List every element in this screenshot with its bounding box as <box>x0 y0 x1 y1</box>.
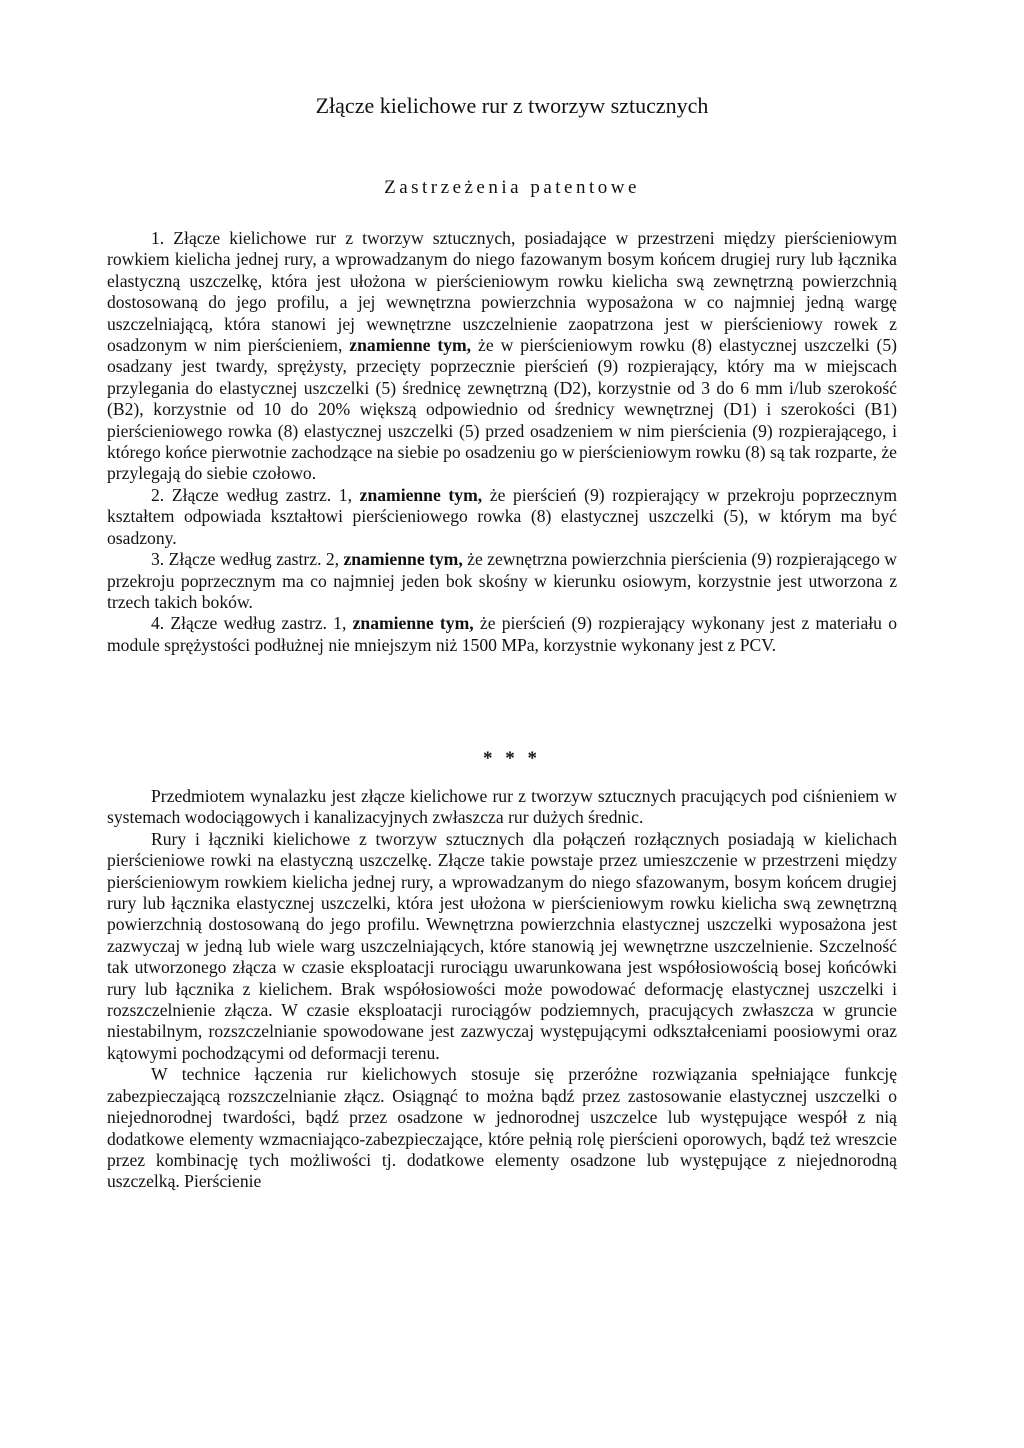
section-separator: * * * <box>483 748 541 769</box>
claim-emphasis: znamienne tym, <box>349 335 472 356</box>
claims-section <box>107 228 897 656</box>
claim-text: 2. Złącze według zastrz. 1, <box>151 484 353 505</box>
claim-text: 4. Złącze według zastrz. 1, <box>151 613 347 634</box>
description-section <box>107 786 897 1193</box>
claim-text: że pierścień (9) rozpierający wykonany jest z materiału o module sprężystości podłużnej nie mniejszym niż 1500 MPa, korzystnie wykonany jest z PCV. <box>107 613 897 655</box>
description-paragraph: W technice łączenia rur kielichowych stosuje się przeróżne rozwiązania spełniające funkcję zabezpieczającą rozszczelnianie złącz. Osiągnąć to można bądź przez zastosowanie elastycznej uszczelki o niejednorodnej twardości, bądź przez osadzone w jednorodnej uszczelce lub występujące wespół z nią dodatkowe elementy wzmacniająco-zabezpieczające, które pełnią rolę pierścieni oporowych, bądź też wreszcie przez kombinację tych możliwości tj. dodatkowe elementy osadzone lub występujące z niejednorodną uszczelką. Pierścienie <box>107 1064 897 1192</box>
claim-paragraph <box>107 549 897 613</box>
document-title: Złącze kielichowe rur z tworzyw sztucznych <box>315 93 709 118</box>
claim-paragraph <box>107 485 897 549</box>
description-paragraph: Rury i łączniki kielichowe z tworzyw sztucznych dla połączeń rozłącznych posiadają w kielichach pierścieniowe rowki na elastyczną uszczelkę. Złącze takie powstaje przez umieszczenie w przestrzeni między pierścieniowym rowkiem kielicha jednej rury, a wprowadzanym do niego sfazowanym, bosym końcem drugiej rury lub łącznika elastycznej uszczelki, która jest ułożona w pierścieniowym rowku kielicha swą zewnętrzną powierzchnią dostosowaną do jego profilu. Wewnętrzna powierzchnia elastycznej uszczelki wyposażona jest zazwyczaj w jedną lub wiele warg uszczelniających, które stanowią jej wewnętrzne uszczelnienie. Szczelność tak utworzonego złącza w czasie eksploatacji rurociągu uwarunkowana jest współosiowością bosej końcówki rury lub łącznika z kielichem. Brak współosiowości może powodować deformację elastycznej uszczelki i rozszczelnienie złącza. W czasie eksploatacji rurociągów podziemnych, pracujących zwłaszcza w gruncie niestabilnym, rozszczelnianie spowodowane jest zazwyczaj występującymi odkształceniami poosiowymi oraz kątowymi pochodzącymi od deformacji terenu. <box>107 828 897 1063</box>
claim-paragraph <box>107 228 897 485</box>
claim-text: że zewnętrzna powierzchnia pierścienia (9) rozpierającego w przekroju poprzecznym ma co najmniej jeden bok skośny w kierunku osiowym, korzystnie jest utworzona z trzech takich boków. <box>107 549 897 612</box>
description-paragraph: Przedmiotem wynalazku jest złącze kielichowe rur z tworzyw sztucznych pracujących pod ciśnieniem w systemach wodociągowych i kanalizacyjnych zwłaszcza rur dużych średnic. <box>107 786 897 828</box>
claim-text: 3. Złącze według zastrz. 2, <box>151 549 340 570</box>
section-heading-claims: Zastrzeżenia patentowe <box>384 177 640 198</box>
claim-emphasis: znamienne tym, <box>359 484 483 505</box>
claim-paragraph <box>107 613 897 656</box>
claim-text: że w pierścieniowym rowku (8) elastycznej uszczelki (5) osadzany jest twardy, sprężysty, przecięty poprzecznie pierścień (9) rozpierający, który ma w miejscach przylegania do elastycznej uszczelki (5) średnicę zewnętrzną (D2), korzystnie od 3 do 6 mm i/lub szerokość (B2), korzystnie od 10 do 20% większą odpowiednio od średnicy wewnętrznej (D1) i szerokości (B1) pierścieniowego rowka (8) elastycznej uszczelki (5) przed osadzeniem w nim pierścienia (9) rozpierającego, i którego końce pierwotnie zachodzące na siebie po osadzeniu go w pierścieniowym rowku (8) są tak rozparte, że przylegają do siebie czołowo. <box>107 335 897 484</box>
claim-text: 1. Złącze kielichowe rur z tworzyw sztucznych, posiadające w przestrzeni między pierścieniowym rowkiem kielicha jednej rury, a wprowadzanym do niego fazowanym bosym końcem drugiej rury lub łącznika elastyczną uszczelkę, która jest ułożona w pierścieniowym rowku kielicha swą zewnętrzną powierzchnią dostosowaną do jego profilu, a jej wewnętrzna powierzchnia wyposażona w co najmniej jedną wargę uszczelniającą, która stanowi jej wewnętrzne uszczelnienie zaopatrzona jest w pierścieniowy rowek z osadzonym w nim pierścieniem, <box>107 228 897 356</box>
claim-text: że pierścień (9) rozpierający w przekroju poprzecznym kształtem odpowiada kształtowi pierścieniowego rowka (8) elastycznej uszczelki (5), w którym ma być osadzony. <box>107 484 898 548</box>
claim-emphasis: znamienne tym, <box>343 549 463 570</box>
claim-emphasis: znamienne tym, <box>352 613 474 634</box>
